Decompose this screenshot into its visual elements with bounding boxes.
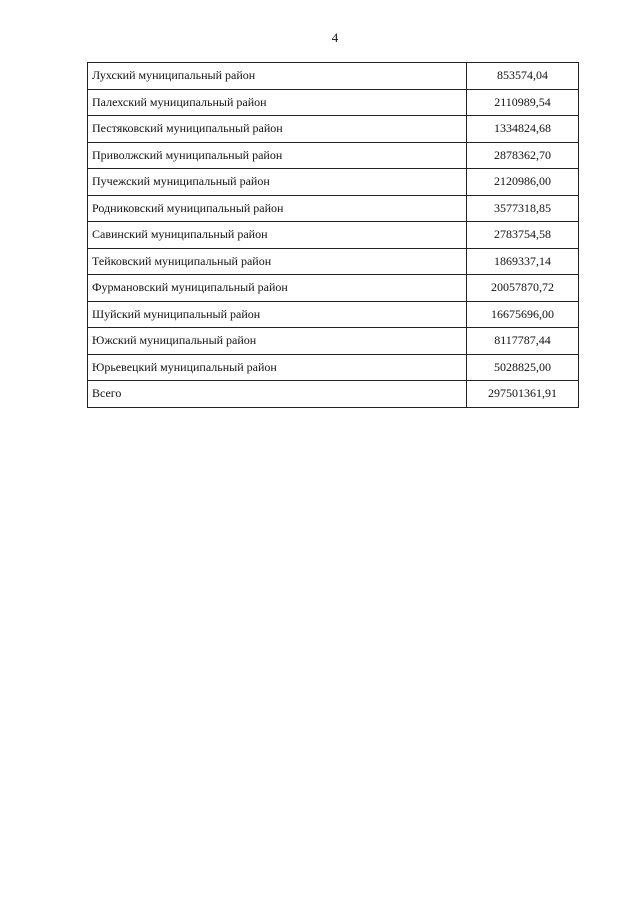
- district-amount: 3577318,85: [467, 195, 579, 222]
- district-amount: 1334824,68: [467, 116, 579, 143]
- page-number: 4: [331, 30, 339, 45]
- table-row: [88, 142, 579, 169]
- district-name: Тейковский муниципальный район: [88, 248, 467, 275]
- district-name: Южский муниципальный район: [88, 328, 467, 355]
- total-row: [88, 381, 579, 408]
- table-row: [88, 169, 579, 196]
- district-amount: 2110989,54: [467, 89, 579, 116]
- table-row: [88, 116, 579, 143]
- table-row: [88, 89, 579, 116]
- total-amount: 297501361,91: [467, 381, 579, 408]
- district-amount: 853574,04: [467, 63, 579, 90]
- district-amount: 20057870,72: [467, 275, 579, 302]
- district-name: Приволжский муниципальный район: [88, 142, 467, 169]
- district-name: Пестяковский муниципальный район: [88, 116, 467, 143]
- district-amount: 2120986,00: [467, 169, 579, 196]
- district-name: Пучежский муниципальный район: [88, 169, 467, 196]
- total-label: Всего: [88, 381, 467, 408]
- district-name: Шуйский муниципальный район: [88, 301, 467, 328]
- district-amount: 8117787,44: [467, 328, 579, 355]
- district-amount: 2783754,58: [467, 222, 579, 249]
- district-amount: 16675696,00: [467, 301, 579, 328]
- district-name: Палехский муниципальный район: [88, 89, 467, 116]
- district-name: Лухский муниципальный район: [88, 63, 467, 90]
- table-row: [88, 222, 579, 249]
- district-allocation-table: [87, 62, 579, 408]
- district-amount: 1869337,14: [467, 248, 579, 275]
- table-row: [88, 248, 579, 275]
- district-name: Юрьевецкий муниципальный район: [88, 354, 467, 381]
- district-amount: 5028825,00: [467, 354, 579, 381]
- table-row: [88, 63, 579, 90]
- table-row: [88, 301, 579, 328]
- table-row: [88, 328, 579, 355]
- district-amount: 2878362,70: [467, 142, 579, 169]
- table-row: [88, 195, 579, 222]
- district-name: Савинский муниципальный район: [88, 222, 467, 249]
- table-row: [88, 354, 579, 381]
- district-name: Родниковский муниципальный район: [88, 195, 467, 222]
- district-name: Фурмановский муниципальный район: [88, 275, 467, 302]
- table-row: [88, 275, 579, 302]
